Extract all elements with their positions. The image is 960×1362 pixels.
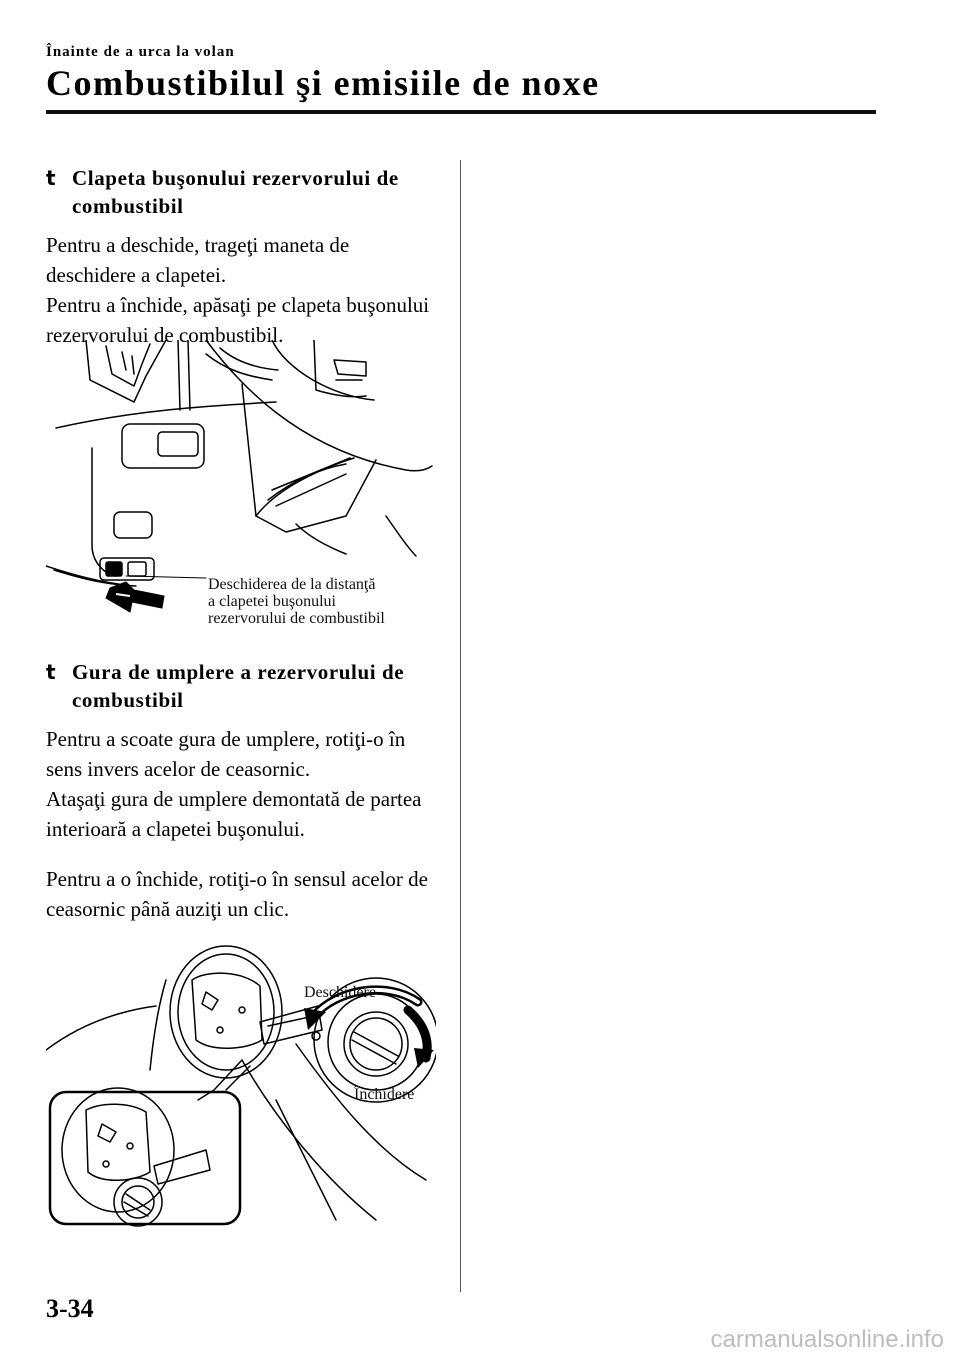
column-divider: [460, 160, 461, 1292]
section-heading: [46, 658, 436, 714]
section-title-line: combustibil: [72, 194, 184, 218]
section-title-line: Gura de umplere a rezervorului de: [72, 660, 405, 684]
body-paragraph: Pentru a deschide, trageţi maneta de deschidere a clapetei.: [46, 233, 350, 287]
figure-label: Deschiderea de la distanţă: [208, 576, 376, 593]
section-title-line: combustibil: [72, 688, 184, 712]
section-bullet-icon: t: [46, 660, 56, 684]
figure-label-open: Deschidere: [304, 984, 376, 1001]
section-fuel-lid: [46, 164, 436, 350]
section-bullet-icon: t: [46, 166, 56, 190]
watermark: carmanualsonline.info: [710, 1326, 944, 1353]
figure-label: rezervorului de combustibil: [208, 610, 385, 627]
breadcrumb: Înainte de a urca la volan: [46, 44, 235, 60]
body-paragraph: Pentru a închide, apăsaţi pe clapeta buşonului rezervorului de combustibil.: [46, 293, 430, 347]
fuel-cap-illustration: [46, 940, 436, 1230]
body-paragraph: Ataşaţi gura de umplere demontată de partea interioară a clapetei buşonului.: [46, 787, 422, 841]
title-rule: [46, 110, 876, 114]
figure-fuel-cap: [46, 940, 436, 1230]
body-paragraph: Pentru a o închide, rotiţi-o în sensul acelor de ceasornic până auziţi un clic.: [46, 867, 428, 921]
page-title: Combustibilul şi emisiile de noxe: [46, 63, 600, 103]
figure-label: a clapetei buşonului: [208, 593, 336, 610]
page-number: 3-34: [46, 1294, 94, 1323]
section-fuel-cap: [46, 658, 436, 924]
figure-label-close: Închidere: [354, 1086, 415, 1103]
figure-fuel-lid-opener: [46, 340, 436, 640]
section-title-line: Clapeta buşonului rezervorului de: [72, 166, 399, 190]
body-paragraph: Pentru a scoate gura de umplere, rotiţi-o în sens invers acelor de ceasornic.: [46, 727, 406, 781]
section-heading: [46, 164, 436, 220]
